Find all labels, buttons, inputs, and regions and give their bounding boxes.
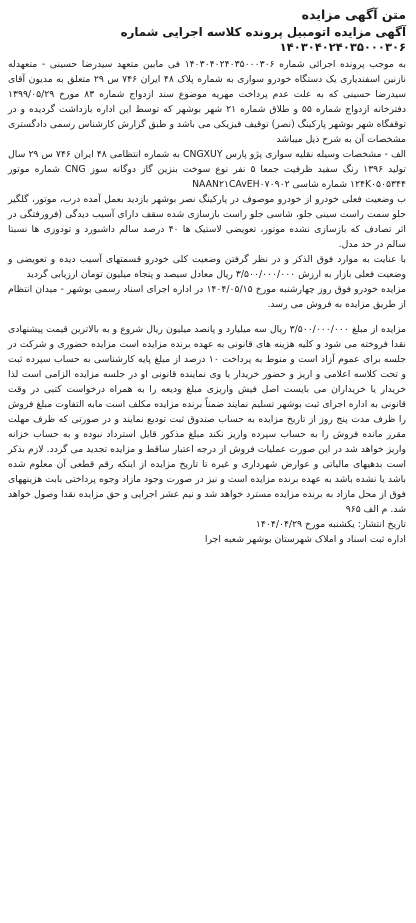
notice-title: متن آگهی مزایده: [301, 7, 406, 22]
issuing-office: اداره ثبت اسناد و املاک شهرستان بوشهر شعبه اجرا: [204, 534, 406, 545]
intro-paragraph: به موجب پرونده اجرائی شماره ۱۴۰۳۰۴۰۲۴۰۳۵۰۰۰۳۰۶ فی مابین متعهد سیدرضا حسینی - متعهدله نازنین اسفندیاری یک دستگاه خودرو سواری به شماره پلاک ۴۸ ایران ۷۴۶ س ۲۹ متعلق به مدیون آقای سیدرضا حسینی که به علت عدم پرداخت مهریه موضوع سند ازدواج شماره ۸۳ مورخ ۱۳۹۹/۰۵/۲۹ دفترخانه ازدواج شماره ۵۵ و طلاق شماره ۲۱ شهر بوشهر که توسط این اداره بازداشت گردیده و در توقفگاه شهر بوشهر پارکینگ (نصر) توقیف فیزیکی می باشد و طبق گزارش کارشناس رسمی دادگستری مشخصات آن به شرح ذیل میباشد: [8, 59, 406, 145]
publish-date: تاریخ انتشار: یکشنبه مورخ ۱۴۰۴/۰۴/۲۹: [255, 519, 406, 530]
case-number: ۱۴۰۳۰۴۰۲۴۰۳۵۰۰۰۳۰۶: [279, 40, 406, 54]
notice-subtitle: آگهی مزایده اتومبیل پرونده کلاسه اجرایی شماره: [120, 25, 406, 39]
vehicle-condition-paragraph: ب وضعیت فعلی خودرو از خودرو موصوف در پارکینگ نصر بوشهر بازدید بعمل آمده درب، موتور، گلگیر جلو سمت راست سینی جلو، شاسی جلو راست بازسازی شده سقف دارای آسیب دیدگی (فرورفتگی در اثر تصادف که بازسازی نشده موتور، تعویضی لاستیک ها ۴۰ درصد سالم داشبورد و تودوزی ها نسبتا سالم در حد مدل.: [8, 194, 406, 250]
auction-terms-paragraph: مزایده از مبلغ ۳/۵۰۰/۰۰۰/۰۰۰ ریال سه میلیارد و پانصد میلیون ریال شروع و به بالاترین قیمت پیشنهادی نقدا فروخته می شود و کلیه هزینه های قانونی به عهده برنده مزایده است مزایده حضوری و شرکت در جلسه برای عموم آزاد است و منوط به پرداخت ۱۰ درصد از مبلغ پایه کارشناسی به حساب سپرده ثبت و تحت کلاسه اعلامی و اریز و حضور خریدار یا وی نماینده قانونی او در جلسه مزایده الزامی است لذا خریدار یا خریداران می بایست اصل فیش واریزی مبلغ ودیعه را به همراه درخواست کتبی در وقت قانونی به اداره اجرای ثبت بوشهر تسلیم نمایند ضمناً برنده مزایده مکلف است مابه التفاوت مبلغ فروش را ظرف مدت پنج روز از تاریخ مزایده به حساب صندوق ثبت تودیع نمایند و در صورتی که ظرف مهلت مقرر مانده فروش را به حساب سپرده واریز نکند مبلغ مذکور قابل استرداد نبوده و به حساب خزانه واریز خواهد شد در این صورت عملیات فروش از درجه اعتبار ساقط و مزایده تجدید می گردد. لازم بذکر است بدهیهای مالیاتی و عوارض شهرداری و غیره تا تاریخ مزایده از اینکه رقم قطعی آن معلوم شده باشد یا نشده باشد به عهده برنده مزایده است و نیز در صورت وجود مازاد وجوه پرداختی بابت هزینههای فوق از محل مازاد به برنده مزایده مسترد خواهد شد و نیم عشر اجرایی و حق مزایده نقدا وصول خواهد شد. م الف ۹۶۵: [8, 324, 407, 515]
valuation-paragraph: با عنایت به موارد فوق الذکر و در نظر گرفتن وضعیت کلی خودرو قسمتهای آسیب دیده و تعویضی و وضعیت فعلی بازار به ارزش ۳/۵۰۰/۰۰۰/۰۰۰ ریال معادل سیصد و پنجاه میلیون تومان ارزیابی گردید: [8, 254, 406, 280]
section-gap: [8, 312, 406, 322]
auction-date-paragraph: مزایده خودرو فوق روز چهارشنبه مورخ ۱۴۰۴/۰۵/۱۵ در اداره اجرای اسناد رسمی بوشهر - میدان انتظام از طریق مزایده به فروش می رسد.: [8, 284, 406, 310]
vehicle-specs-paragraph: الف - مشخصات وسیله نقلیه سواری پژو پارس CNGXUY به شماره انتظامی ۴۸ ایران ۷۴۶ س ۲۹ سال تولید ۱۳۹۶ رنگ سفید ظرفیت جمعا ۵ نفر نوع سوخت بنزین گاز دوگانه سوز CNG شماره موتور ۱۲۴K۰۵۰۵۳۴۴ شماره شاسی NAAN۲۱CAvEH۰۷۰۹۰۲: [8, 149, 407, 190]
